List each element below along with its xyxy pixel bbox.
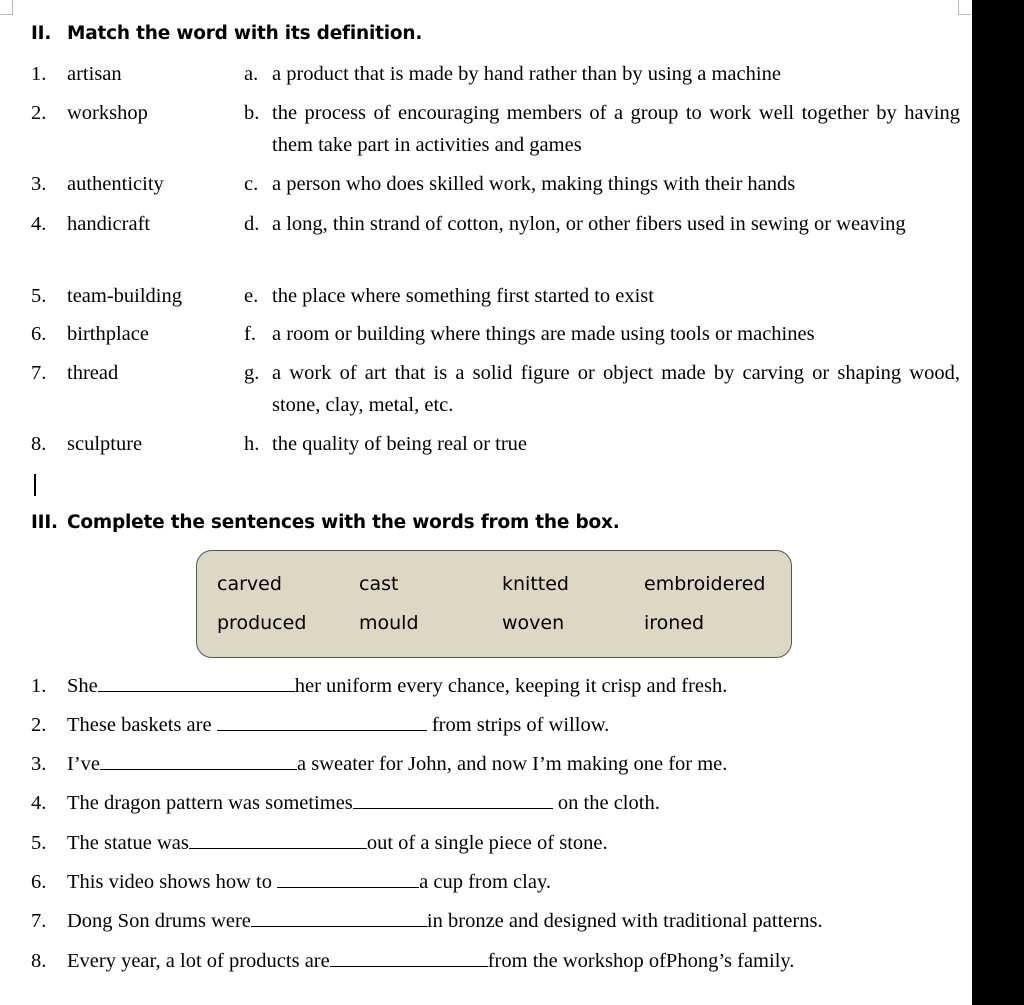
box-word: woven xyxy=(502,612,565,634)
answer-blank[interactable] xyxy=(100,749,297,770)
page-corner-mark-right xyxy=(958,0,971,15)
match-definition xyxy=(244,208,960,240)
sentence-text-before: The dragon pattern was sometimes xyxy=(67,792,353,814)
box-word: cast xyxy=(359,573,399,595)
definition-text: the place where something first started to exist xyxy=(272,285,654,307)
definition-text: the quality of being real or true xyxy=(272,433,528,455)
box-word: ironed xyxy=(644,612,705,634)
match-definition xyxy=(244,280,960,312)
sentence-text-before: She xyxy=(67,675,98,697)
match-definition xyxy=(244,97,960,161)
definition-letter: b. xyxy=(244,102,260,124)
sentence-text-before: This video shows how to xyxy=(67,871,272,893)
sentence-number: 3. xyxy=(31,753,47,775)
section-3-title: Complete the sentences with the words from the box. xyxy=(67,512,620,533)
answer-blank[interactable] xyxy=(98,671,295,692)
definition-text: a long, thin strand of cotton, nylon, or other fibers used in sewing or weaving xyxy=(272,213,906,235)
definition-letter: f. xyxy=(244,323,256,345)
sentence-text-before: Dong Son drums were xyxy=(67,910,251,932)
word-box xyxy=(196,550,792,658)
sentence-text-after: in bronze and designed with traditional patterns. xyxy=(426,910,823,932)
sentence-number: 4. xyxy=(31,792,47,814)
match-definition xyxy=(244,58,960,90)
box-word: embroidered xyxy=(644,573,766,595)
match-word: handicraft xyxy=(67,213,151,235)
sentence-text-before: The statue was xyxy=(67,832,189,854)
match-number: 6. xyxy=(31,323,47,345)
answer-blank[interactable] xyxy=(189,828,367,849)
sentence-number: 2. xyxy=(31,714,47,736)
answer-blank[interactable] xyxy=(277,867,419,888)
text-cursor[interactable] xyxy=(34,474,36,496)
sentence-number: 1. xyxy=(31,675,47,697)
sentence-text-after: on the cloth. xyxy=(557,792,660,814)
answer-blank[interactable] xyxy=(251,906,427,927)
sentence-text-before: Every year, a lot of products are xyxy=(67,950,330,972)
section-3-heading xyxy=(31,512,620,533)
match-number: 3. xyxy=(31,173,47,195)
sentence-text-after: from the workshop ofPhong’s family. xyxy=(487,950,795,972)
answer-blank[interactable] xyxy=(217,710,427,731)
match-number: 2. xyxy=(31,102,47,124)
definition-text: the process of encouraging members of a group to work well together by having them take part in activities and games xyxy=(272,102,960,156)
box-word: carved xyxy=(217,573,282,595)
match-word: artisan xyxy=(67,63,122,85)
match-number: 7. xyxy=(31,362,47,384)
definition-letter: a. xyxy=(244,63,259,85)
sentence-number: 6. xyxy=(31,871,47,893)
answer-blank[interactable] xyxy=(330,946,488,967)
sentence-text-before: I’ve xyxy=(67,753,101,775)
box-word: mould xyxy=(359,612,419,634)
match-number: 1. xyxy=(31,63,47,85)
definition-text: a person who does skilled work, making things with their hands xyxy=(272,173,796,195)
sentence-number: 8. xyxy=(31,950,47,972)
sentence-text-after: a sweater for John, and now I’m making one for me. xyxy=(297,753,728,775)
match-word: team-building xyxy=(67,285,183,307)
match-definition xyxy=(244,357,960,421)
section-3-number: III. xyxy=(31,512,58,533)
sentence-text-after: from strips of willow. xyxy=(431,714,610,736)
match-word: birthplace xyxy=(67,323,149,345)
sentence-number: 7. xyxy=(31,910,47,932)
definition-letter: c. xyxy=(244,173,259,195)
section-2-heading xyxy=(31,23,422,44)
match-definition xyxy=(244,428,960,460)
page-corner-mark-left xyxy=(0,0,13,15)
box-word: produced xyxy=(217,612,307,634)
definition-letter: e. xyxy=(244,285,259,307)
sentence-text-after: her uniform every chance, keeping it crisp and fresh. xyxy=(294,675,728,697)
section-2-title: Match the word with its definition. xyxy=(67,23,423,44)
match-word: workshop xyxy=(67,102,148,124)
match-word: authenticity xyxy=(67,173,164,195)
match-definition xyxy=(244,318,960,350)
definition-letter: h. xyxy=(244,433,260,455)
sentence-text-after: a cup from clay. xyxy=(419,871,551,893)
match-word: sculpture xyxy=(67,433,143,455)
answer-blank[interactable] xyxy=(353,788,553,809)
sentence-number: 5. xyxy=(31,832,47,854)
sentence-text-before: These baskets are xyxy=(67,714,212,736)
box-word: knitted xyxy=(502,573,569,595)
definition-text: a work of art that is a solid figure or object made by carving or shaping wood, stone, clay, metal, etc. xyxy=(272,362,960,416)
match-word: thread xyxy=(67,362,119,384)
match-definition xyxy=(244,168,960,200)
section-2-number: II. xyxy=(31,23,52,44)
definition-text: a room or building where things are made using tools or machines xyxy=(272,323,815,345)
definition-letter: d. xyxy=(244,213,260,235)
match-number: 4. xyxy=(31,213,47,235)
match-number: 8. xyxy=(31,433,47,455)
match-number: 5. xyxy=(31,285,47,307)
sentence-text-after: out of a single piece of stone. xyxy=(366,832,608,854)
definition-text: a product that is made by hand rather than by using a machine xyxy=(272,63,781,85)
definition-letter: g. xyxy=(244,362,260,384)
